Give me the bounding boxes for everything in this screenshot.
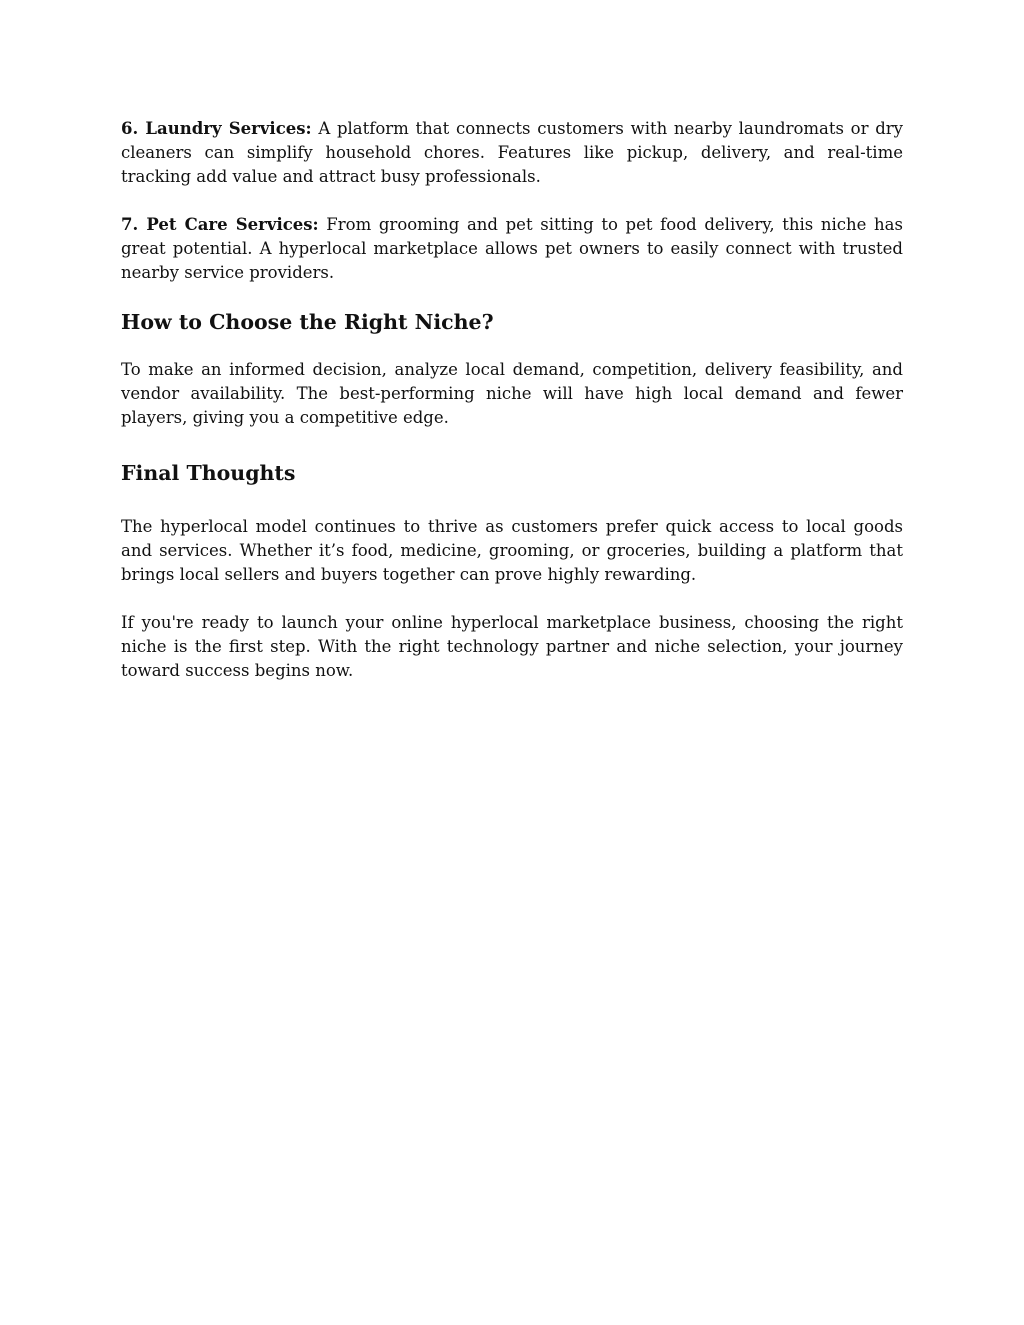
choose-niche-heading: How to Choose the Right Niche? [121, 310, 494, 334]
laundry-services-text: A platform that connects customers with nearby laundromats or dry cleaners can simplify household chores. Features like pickup, delivery, and real-time tracking add value and attract busy professionals. [121, 119, 903, 186]
final-thoughts-heading: Final Thoughts [121, 461, 296, 485]
pet-care-services-text: From grooming and pet sitting to pet food delivery, this niche has great potential. A hyperlocal marketplace allows pet owners to easily connect with trusted nearby service providers. [121, 215, 903, 282]
laundry-services-paragraph [121, 117, 903, 189]
final-thoughts-paragraph-1: The hyperlocal model continues to thrive as customers prefer quick access to local goods and services. Whether it’s food, medicine, grooming, or groceries, building a platform that brings local sellers and buyers together can prove highly rewarding. [121, 517, 903, 584]
document-page [121, 117, 903, 683]
pet-care-services-paragraph [121, 213, 903, 285]
final-thoughts-paragraph-2: If you're ready to launch your online hyperlocal marketplace business, choosing the right niche is the first step. With the right technology partner and niche selection, your journey toward success begins now. [121, 613, 903, 680]
choose-niche-paragraph: To make an informed decision, analyze local demand, competition, delivery feasibility, and vendor availability. The best-performing niche will have high local demand and fewer players, giving you a competitive edge. [121, 360, 903, 427]
laundry-services-lead: 6. Laundry Services: [121, 119, 312, 138]
pet-care-services-lead: 7. Pet Care Services: [121, 215, 319, 234]
